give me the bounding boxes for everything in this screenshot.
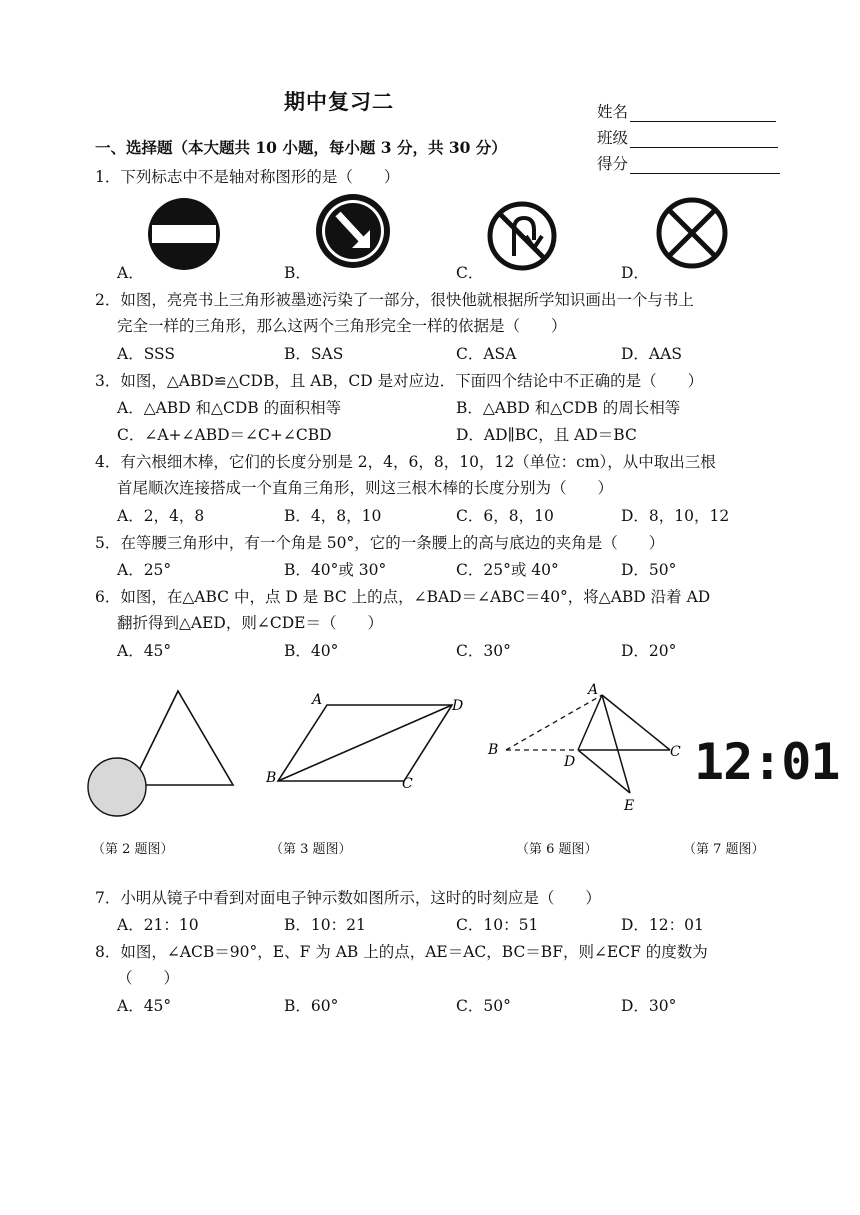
question-6-text-cont: 翻折得到△AED，则∠CDE＝（ ） <box>117 614 383 632</box>
q6-option-a[interactable]: A．45° <box>117 642 172 660</box>
fig3-label-c: C <box>402 776 413 792</box>
figure-q6-triangle-fold <box>482 680 692 820</box>
section-heading: 一、选择题（本大题共 10 小题，每小题 3 分，共 30 分） <box>95 138 507 157</box>
q4-option-b[interactable]: B．4，8，10 <box>284 507 382 525</box>
q1-option-d[interactable]: D． <box>621 264 649 282</box>
name-field[interactable] <box>597 100 776 122</box>
fig3-label-d: D <box>452 698 464 714</box>
score-label: 得分 <box>597 155 629 173</box>
q2-option-c[interactable]: C．ASA <box>456 345 517 363</box>
fig6-label-b: B <box>488 742 499 758</box>
sign-arrow-icon <box>314 192 392 270</box>
q5-option-a[interactable]: A．25° <box>117 561 172 579</box>
figure-q2-triangle <box>85 685 240 825</box>
q8-option-b[interactable]: B．60° <box>284 997 339 1015</box>
q4-option-c[interactable]: C．6，8，10 <box>456 507 554 525</box>
question-4-text: 4．有六根细木棒，它们的长度分别是 2，4，6，8，10，12（单位：cm），从中取出三根 <box>95 453 716 471</box>
q8-option-a[interactable]: A．45° <box>117 997 172 1015</box>
q7-option-a[interactable]: A．21：10 <box>117 916 199 934</box>
question-5-text: 5．在等腰三角形中，有一个角是 50°，它的一条腰上的高与底边的夹角是（ ） <box>95 534 665 552</box>
fig6-label-d: D <box>564 754 576 770</box>
q6-option-d[interactable]: D．20° <box>621 642 677 660</box>
question-6-text: 6．如图，在△ABC 中，点 D 是 BC 上的点，∠BAD＝∠ABC＝40°，将△ABD 沿着 AD <box>95 588 711 606</box>
q5-option-d[interactable]: D．50° <box>621 561 677 579</box>
q6-option-b[interactable]: B．40° <box>284 642 339 660</box>
q3-option-b[interactable]: B．△ABD 和△CDB 的周长相等 <box>456 399 681 417</box>
name-label: 姓名 <box>597 103 629 121</box>
question-3-text: 3．如图，△ABD≌△CDB，且 AB，CD 是对应边．下面四个结论中不正确的是（ ） <box>95 372 704 390</box>
q1-option-b[interactable]: B． <box>284 264 311 282</box>
fig6-label-e: E <box>624 798 635 814</box>
q1-option-c[interactable]: C． <box>456 264 484 282</box>
question-8-text: 8．如图，∠ACB＝90°，E、F 为 AB 上的点，AE＝AC，BC＝BF，则∠ECF 的度数为 <box>95 943 708 961</box>
fig6-label-c: C <box>670 744 681 760</box>
question-4-text-cont: 首尾顺次连接搭成一个直角三角形，则这三根木棒的长度分别为（ ） <box>117 479 614 497</box>
question-2-text-cont: 完全一样的三角形，那么这两个三角形完全一样的依据是（ ） <box>117 317 567 335</box>
class-label: 班级 <box>597 129 629 147</box>
q4-option-a[interactable]: A．2，4，8 <box>117 507 205 525</box>
q7-option-d[interactable]: D．12：01 <box>621 916 704 934</box>
figure-q3-parallelogram <box>262 690 472 800</box>
q8-option-c[interactable]: C．50° <box>456 997 511 1015</box>
q5-option-b[interactable]: B．40°或 30° <box>284 561 387 579</box>
fig3-label-a: A <box>312 692 323 708</box>
figure-q7-digital-clock: 12:01 <box>694 733 840 791</box>
q2-option-d[interactable]: D．AAS <box>621 345 682 363</box>
class-field[interactable] <box>597 126 778 148</box>
caption-fig6: （第 6 题图） <box>516 842 598 857</box>
q3-option-a[interactable]: A．△ABD 和△CDB 的面积相等 <box>117 399 342 417</box>
q5-option-c[interactable]: C．25°或 40° <box>456 561 559 579</box>
question-7-text: 7．小明从镜子中看到对面电子钟示数如图所示，这时的时刻应是（ ） <box>95 889 601 907</box>
q7-option-c[interactable]: C．10：51 <box>456 916 539 934</box>
q6-option-c[interactable]: C．30° <box>456 642 511 660</box>
q4-option-d[interactable]: D．8，10，12 <box>621 507 730 525</box>
sign-no-entry-icon <box>146 196 222 272</box>
sign-cross-icon <box>655 196 729 270</box>
caption-fig3: （第 3 题图） <box>270 842 352 857</box>
q2-option-b[interactable]: B．SAS <box>284 345 344 363</box>
q3-option-d[interactable]: D．AD∥BC，且 AD＝BC <box>456 426 637 444</box>
caption-fig2: （第 2 题图） <box>92 842 174 857</box>
page-title: 期中复习二 <box>284 89 394 114</box>
score-field[interactable] <box>597 152 780 174</box>
q7-option-b[interactable]: B．10：21 <box>284 916 366 934</box>
sign-no-uturn-icon <box>486 200 558 272</box>
q3-option-c[interactable]: C．∠A+∠ABD＝∠C+∠CBD <box>117 426 332 444</box>
question-1-text: 1．下列标志中不是轴对称图形的是（ ） <box>95 168 400 186</box>
question-8-text-cont: （ ） <box>117 969 180 987</box>
q2-option-a[interactable]: A．SSS <box>117 345 176 363</box>
q8-option-d[interactable]: D．30° <box>621 997 677 1015</box>
caption-fig7: （第 7 题图） <box>683 842 765 857</box>
fig3-label-b: B <box>266 770 277 786</box>
q1-option-a[interactable]: A． <box>117 264 144 282</box>
fig6-label-a: A <box>588 682 599 698</box>
question-2-text: 2．如图，亮亮书上三角形被墨迹污染了一部分，很快他就根据所学知识画出一个与书上 <box>95 291 694 309</box>
